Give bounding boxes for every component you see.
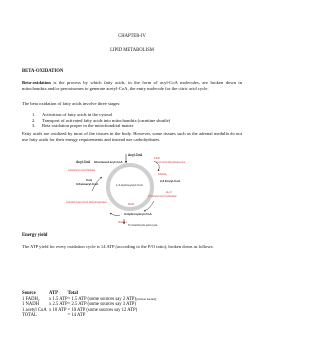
tca-label: To tricarboxylic acid cycle (128, 224, 158, 227)
enoyl-hydratase-label: 2,3 Enoyl-CoA hydratase (148, 195, 177, 198)
shortened-acyl-coa-label: Shortened acyl-CoA (94, 160, 123, 164)
thiolase-label: 3-ketoacyl-CoA thiolase (68, 169, 96, 172)
chapter-number: CHAPTER-IV (118, 34, 146, 39)
table-row: 1 acetyl CoA x 10 ATP = 10 ATP (some sources say 12 ATP) (22, 307, 138, 313)
column-header-atp: ATP (49, 291, 59, 296)
acyl-coa-dehydrogenase-label: Acyl-CoA dehydrogenase (156, 161, 186, 164)
beta-oxidation-cycle-diagram (62, 151, 202, 227)
definition-text: is the process by which fatty acids, in the form of acyl-CoA molecules, are broken down in mitochondria and/or peroxisomes to generate acetyl-CoA, the entry molecule for the citric acid cycle. (22, 80, 242, 91)
citation-needed-note: [citation needed] (135, 296, 157, 301)
h2o-label: H₂O (166, 190, 172, 194)
chapter-title: LIPID METABOLISM (110, 48, 154, 53)
coa-label: CoA (86, 178, 93, 182)
acyl-coa-top-label: Acyl-CoA (128, 153, 143, 157)
fad-label: FAD (154, 156, 160, 160)
atp-yield-table (22, 291, 156, 319)
list-item: 1. Activation of fatty acids in the cytosol (32, 112, 113, 117)
stages-list (32, 112, 170, 129)
nad-arrow (110, 213, 120, 216)
nadh-label: NADH (118, 220, 127, 224)
hydroxyacyl-label: 3-Hydroxyacyl-CoA (124, 212, 152, 216)
table-row: 1 NADH x 2.5 ATP = 2.5 ATP (some sources say 3 ATP) (22, 302, 136, 308)
acyl-coa-left-label: Acyl-CoA (76, 160, 91, 164)
energy-yield-intro: The ATP yield for every oxidation cycle is 14 ATP (according to the P/O ratio), broken down as follows: (22, 244, 214, 249)
column-header-total: Total (67, 291, 78, 296)
ketoacyl-label: 3-Ketoacyl-CoA (76, 182, 99, 186)
list-item: 2. Transport of activated fatty acids into mitochondria (carnitine shuttle) (32, 117, 171, 123)
fadh2-label: FADH₂ (158, 172, 168, 176)
section-heading-beta-oxidation: BETA-OXIDATION (22, 69, 64, 74)
tissue-note: Fatty acids are oxidized by most of the tissues in the body. However, some tissues such as the adrenal medulla do not use fatty acids for their energy requirements and instead use carbohydrates. (22, 131, 242, 142)
section-heading-energy-yield: Energy yield (22, 233, 48, 238)
beta-oxidation-definition (22, 80, 242, 91)
list-item: 3. Beta oxidation proper in the mitochondrial matrix (32, 123, 134, 128)
l-hydroxyacyl-label: L-3-Hydroxyacyl-CoA (116, 183, 143, 187)
definition-term: Beta-oxidation (22, 80, 51, 85)
trans-enoyl-label: 2,3 Enoyl-CoA (160, 179, 181, 183)
column-header-source: Source (22, 291, 36, 296)
stages-intro: The beta oxidation of fatty acids involve three stages: (22, 101, 121, 106)
table-total-row: TOTAL = 14 ATP (22, 313, 86, 319)
nad-label: NAD (128, 202, 135, 206)
hydroxyacyl-dehydrogenase-label: 3-Hydroxyacyl-CoA dehydrogenase (66, 201, 107, 204)
table-row: 1 FADH₂ x 1.5 ATP = 1.5 ATP (some sources say 2 ATP)[citation needed] (22, 296, 157, 302)
